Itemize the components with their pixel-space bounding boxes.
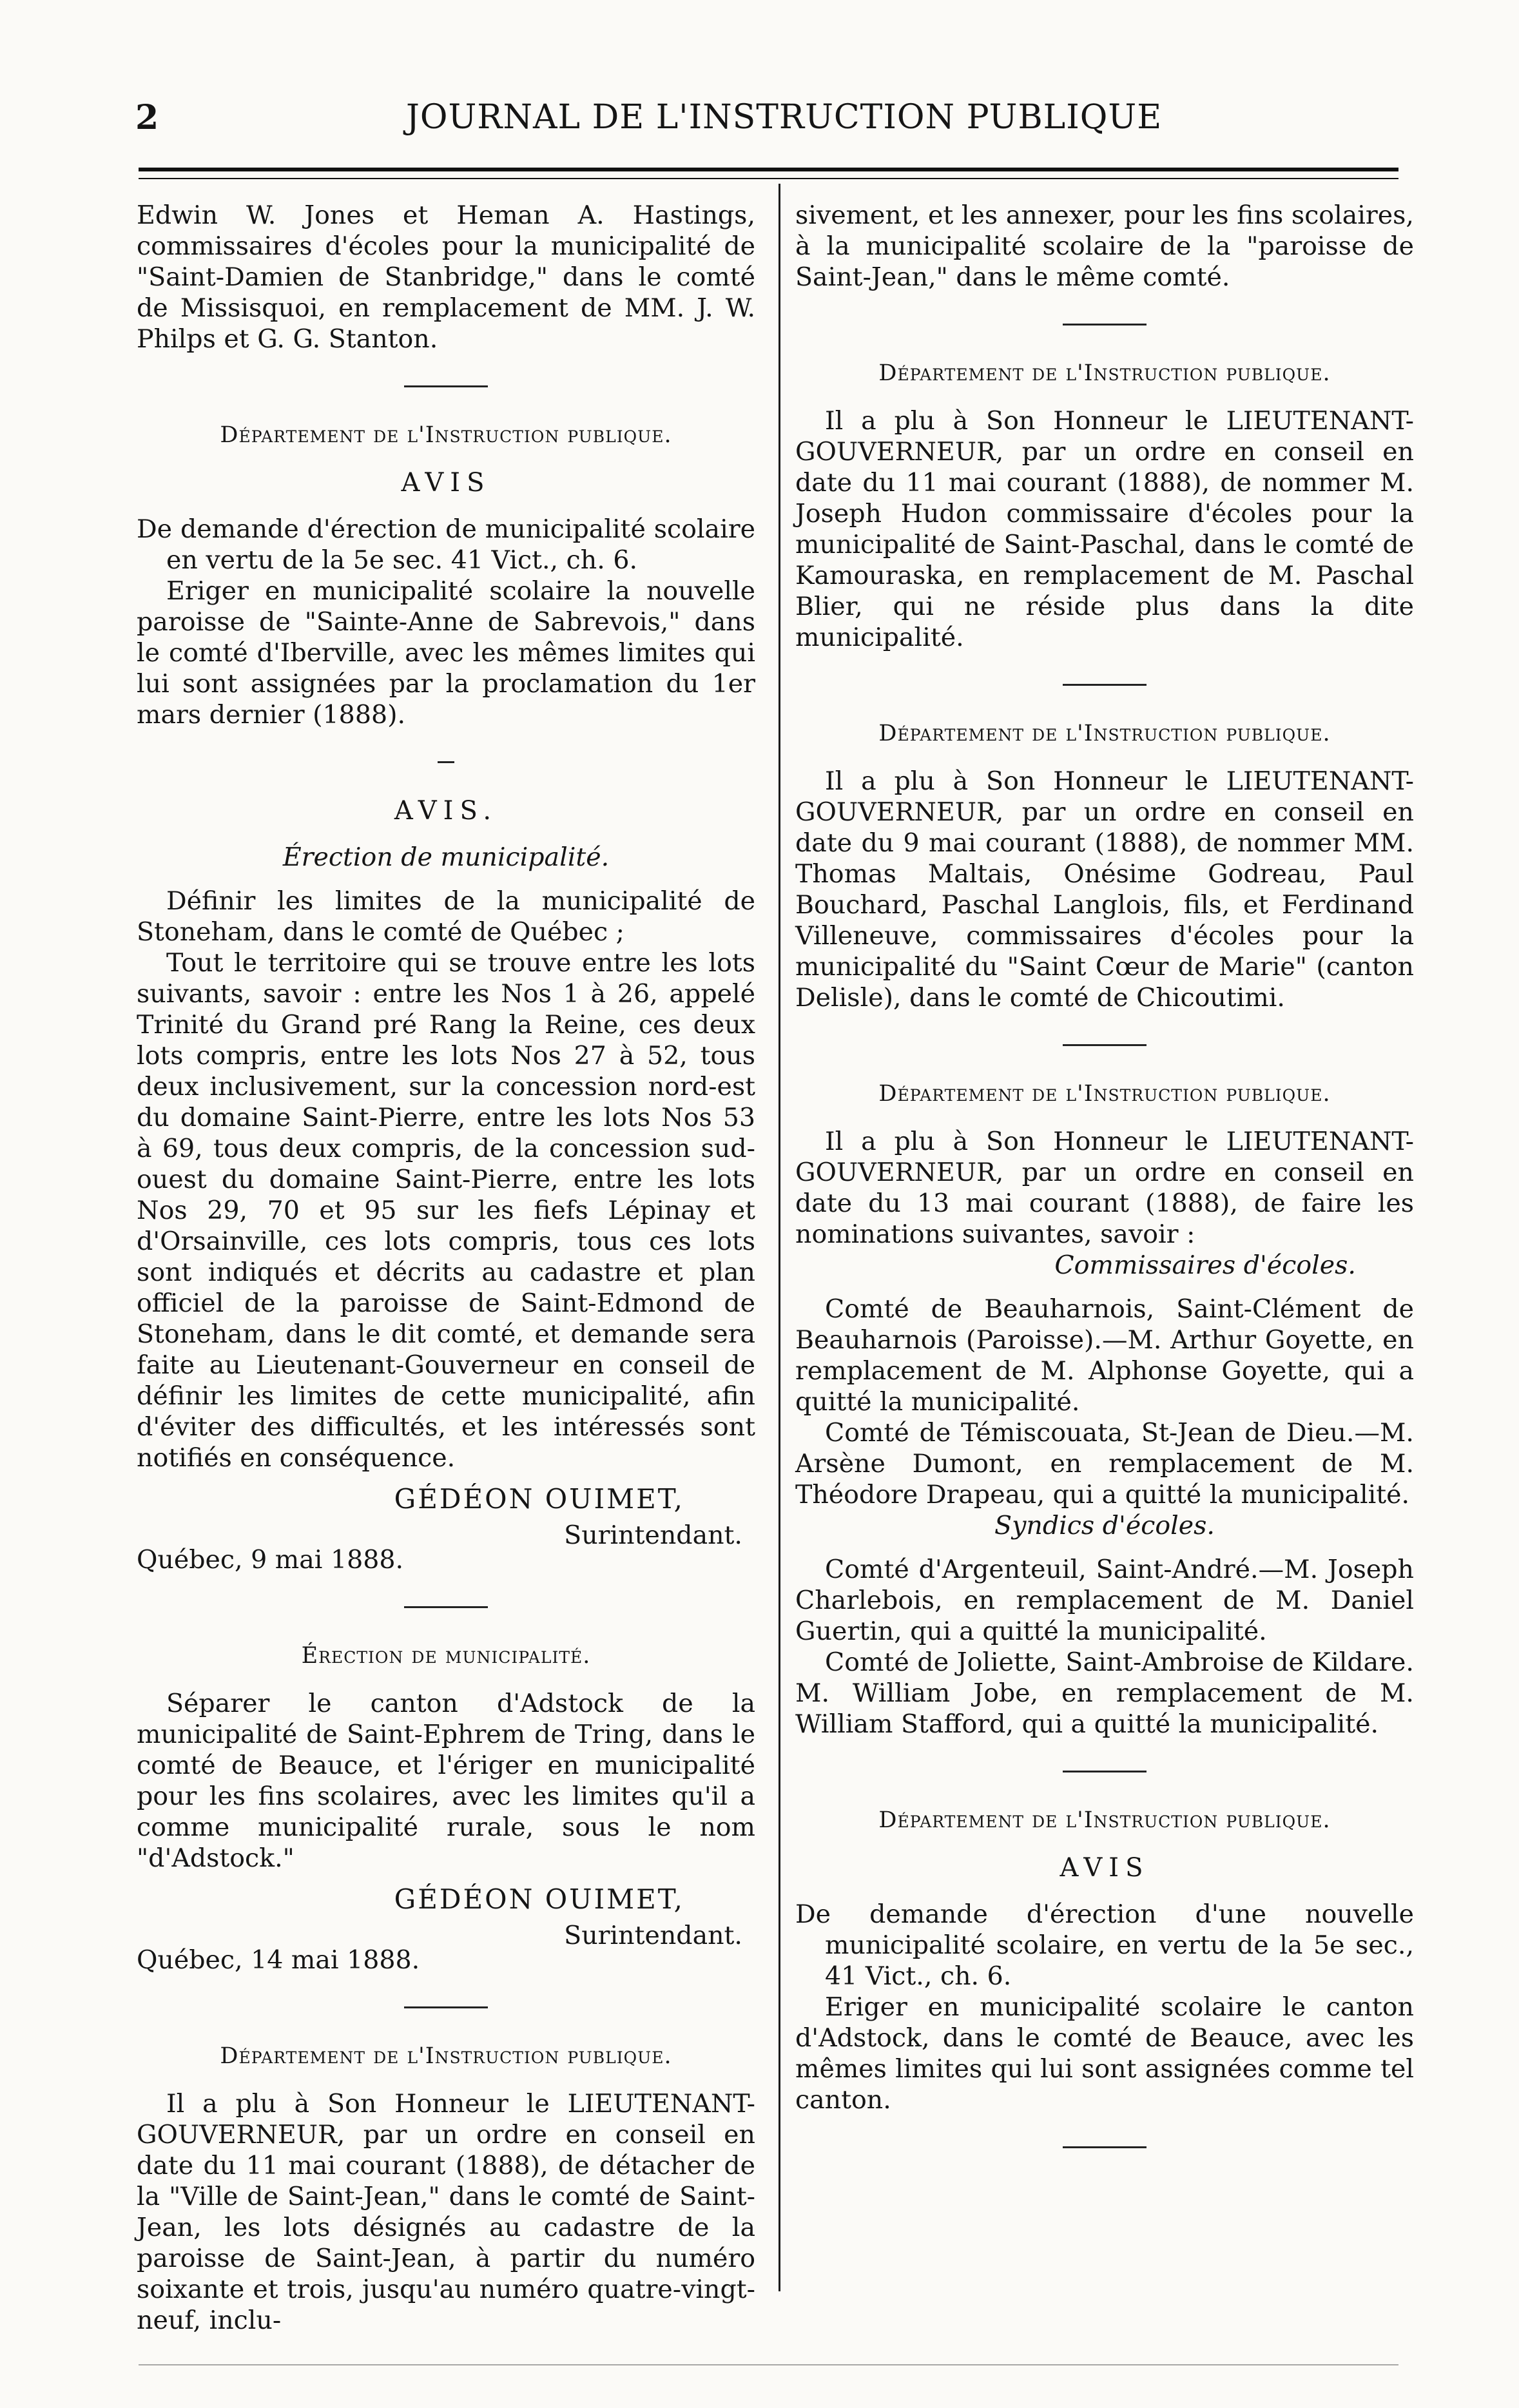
section-subheading: Commissaires d'écoles. [1054,1250,1356,1280]
avis-heading: AVIS. [394,796,498,826]
notice-paragraph: Eriger en municipalité scolaire le canton d'Adstock, dans le comté de Beauce, avec les mêmes limites qui lui sont assignées comme tel canton. [795,1992,1414,2115]
section-heading: Érection de municipalité. [301,1643,591,1669]
notice-paragraph: Comté de Joliette, Saint-Ambroise de Kildare. M. William Jobe, en remplacement de M. William Stafford, qui a quitté la municipalité. [795,1647,1414,1739]
page-number: 2 [135,98,159,137]
notice-paragraph: De demande d'érection d'une nouvelle municipalité scolaire, en vertu de la 5e sec., 41 Vict., ch. 6. [795,1899,1414,1991]
notice-paragraph: Eriger en municipalité scolaire la nouvelle paroisse de "Sainte-Anne de Sabrevois," dans le comté d'Iberville, avec les mêmes limites qui lui sont assignées par la proclamation du 1er mars dernier (1888). [137,576,755,730]
notice-paragraph: De demande d'érection de municipalité scolaire en vertu de la 5e sec. 41 Vict., ch. 6. [137,514,755,575]
signature-title: Surintendant. [564,1520,742,1550]
notice-paragraph: Comté d'Argenteuil, Saint-André.—M. Joseph Charlebois, en remplacement de M. Daniel Guertin, qui a quitté la municipalité. [795,1555,1414,1646]
section-subheading: Syndics d'écoles. [994,1511,1215,1540]
separator [1063,2146,1147,2148]
notice-paragraph: Comté de Témiscouata, St-Jean de Dieu.—M. Arsène Dumont, en remplacement de M. Théodore Drapeau, qui a quitté la municipalité. [795,1418,1414,1510]
notice-paragraph: Il a plu à Son Honneur le LIEUTENANT-GOUVERNEUR, par un ordre en conseil en date du 11 mai courant (1888), de nommer M. Joseph Hudon commissaire d'écoles pour la municipalité de Saint-Paschal, dans le comté de Kamouraska, en remplacement de M. Paschal Blier, qui ne réside plus dans la dite municipalité. [795,406,1414,652]
avis-heading: AVIS [1059,1853,1150,1883]
continuation-paragraph: sivement, et les annexer, pour les fins scolaires, à la municipalité scolaire de la "paroisse de Saint-Jean," dans le même comté. [795,200,1414,292]
department-heading: Département de l'Instruction publique. [878,360,1331,386]
separator [404,2006,488,2008]
separator [404,385,488,387]
department-heading: Département de l'Instruction publique. [220,2043,672,2069]
notice-paragraph: Il a plu à Son Honneur le LIEUTENANT-GOUVERNEUR, par un ordre en conseil en date du 9 mai courant (1888), de nommer MM. Thomas Maltais, Onésime Godreau, Paul Bouchard, Paschal Langlois, fils, et Ferdinand Villeneuve, commissaires d'écoles pour la municipalité du "Saint Cœur de Marie" (canton Delisle), dans le comté de Chicoutimi. [795,766,1414,1013]
section-subheading: Érection de municipalité. [282,842,610,872]
separator [1063,1771,1147,1772]
separator [404,1606,488,1608]
signature-name: GÉDÉON OUIMET, [394,1883,684,1915]
signature-date: Québec, 14 mai 1888. [137,1945,420,1975]
separator [1063,324,1147,325]
signature-name: GÉDÉON OUIMET, [394,1483,684,1515]
separator [1063,1044,1147,1046]
header-rule-thin [139,178,1398,179]
right-column [795,200,1414,2180]
signature-title: Surintendant. [564,1921,742,1950]
avis-heading: AVIS [401,468,491,498]
separator [1063,684,1147,686]
department-heading: Département de l'Instruction publique. [878,1081,1331,1107]
column-divider [779,184,780,2291]
header-rule-thick [139,168,1398,171]
notice-paragraph: Il a plu à Son Honneur le LIEUTENANT-GOUVERNEUR, par un ordre en conseil en date du 11 mai courant (1888), de détacher de la "Ville de Saint-Jean," dans le comté de Saint-Jean, les lots désignés au cadastre de la paroisse de Saint-Jean, à partir du numéro soixante et trois, jusqu'au numéro quatre-vingt-neuf, inclu- [137,2089,755,2335]
left-column [137,200,755,2336]
notice-paragraph: Il a plu à Son Honneur le LIEUTENANT-GOUVERNEUR, par un ordre en conseil en date du 13 mai courant (1888), de faire les nominations suivantes, savoir : [795,1127,1414,1249]
running-head: JOURNAL DE L'INSTRUCTION PUBLIQUE [406,98,1163,137]
signature-date: Québec, 9 mai 1888. [137,1545,404,1575]
department-heading: Département de l'Instruction publique. [220,422,672,448]
notice-paragraph: Tout le territoire qui se trouve entre les lots suivants, savoir : entre les Nos 1 à 26, appelé Trinité du Grand pré Rang la Reine, ces deux lots compris, entre les lots Nos 27 à 52, tous deux inclusivement, sur la concession nord-est du domaine Saint-Pierre, entre les lots Nos 53 à 69, tous deux compris, de la concession sud-ouest du domaine Saint-Pierre, entre les lots Nos 29, 70 et 95 sur les fiefs Lépinay et d'Orsainville, ces lots compris, tous ces lots sont indiqués et décrits au cadastre et plan officiel de la paroisse de Saint-Edmond de Stoneham, dans le dit comté, et demande sera faite au Lieutenant-Gouverneur en conseil de définir les limites de cette municipalité, afin d'éviter des difficultés, et les intéressés sont notifiés en conséquence. [137,948,755,1473]
footer-rule [139,2364,1398,2365]
opening-paragraph: Edwin W. Jones et Heman A. Hastings, commissaires d'écoles pour la municipalité de "Saint-Damien de Stanbridge," dans le comté de Missisquoi, en remplacement de MM. J. W. Philps et G. G. Stanton. [137,200,755,354]
notice-paragraph: Séparer le canton d'Adstock de la municipalité de Saint-Ephrem de Tring, dans le comté de Beauce, et l'ériger en municipalité pour les fins scolaires, avec les limites qu'il a comme municipalité rurale, sous le nom "d'Adstock." [137,1689,755,1873]
department-heading: Département de l'Instruction publique. [878,721,1331,746]
notice-paragraph: Comté de Beauharnois, Saint-Clément de Beauharnois (Paroisse).—M. Arthur Goyette, en remplacement de M. Alphonse Goyette, qui a quitté la municipalité. [795,1294,1414,1417]
separator [438,761,454,763]
department-heading: Département de l'Instruction publique. [878,1807,1331,1833]
notice-paragraph: Définir les limites de la municipalité de Stoneham, dans le comté de Québec ; [137,886,755,947]
